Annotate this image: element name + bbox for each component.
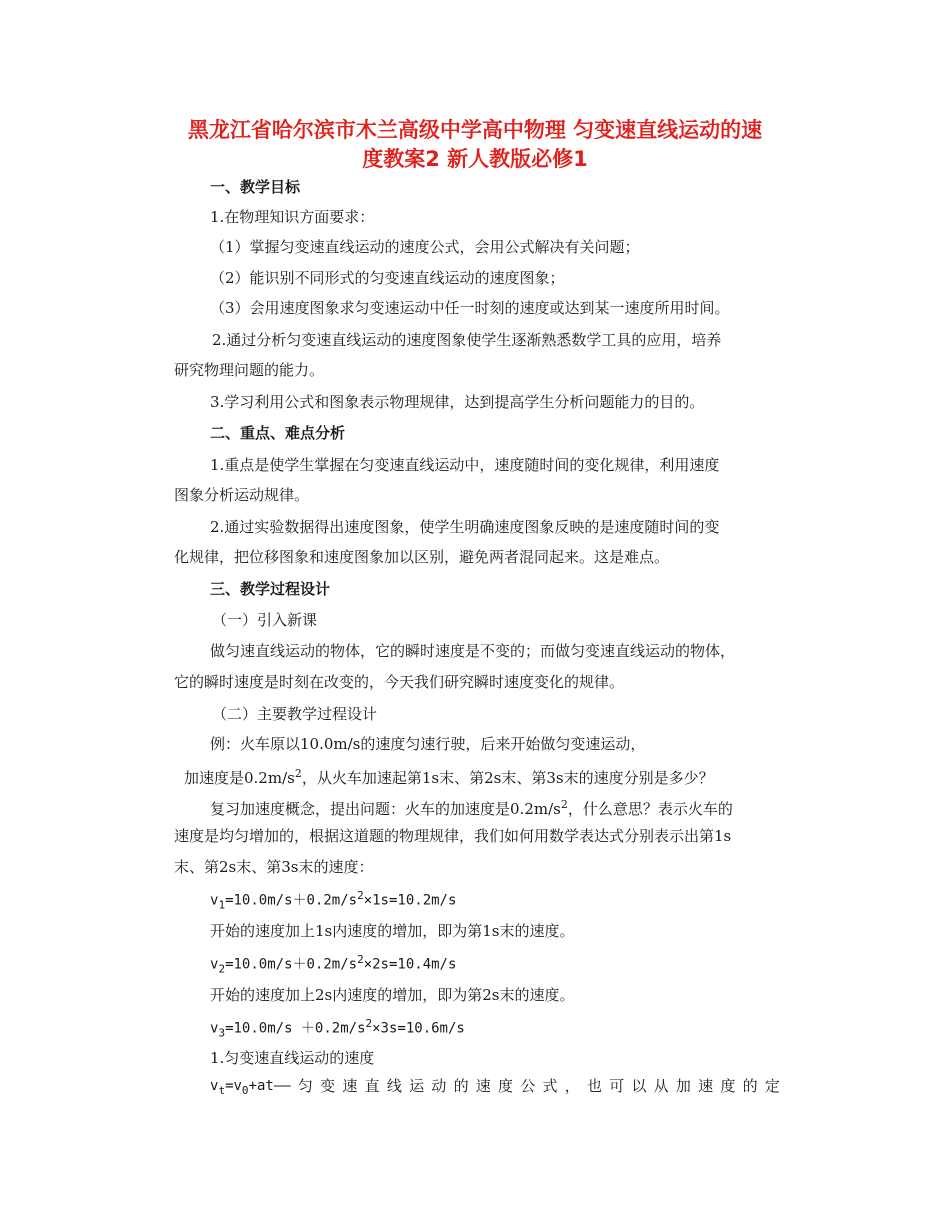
paragraph: 化规律，把位移图象和速度图象加以区别，避免两者混同起来。这是难点。: [174, 548, 670, 566]
section-heading-key-points: 二、重点、难点分析: [210, 424, 346, 442]
paragraph: 复习加速度概念，提出问题：火车的加速度是$0.2m/s^2$，什么意思？表示火车的: [210, 798, 733, 818]
paragraph: 1.在物理知识方面要求：: [210, 208, 375, 226]
paragraph: 速度是均匀增加的，根据这道题的物理规律，我们如何用数学表达式分别表示出第1s: [174, 827, 732, 845]
paragraph: 图象分析运动规律。: [174, 486, 310, 504]
document-title-line-2: 度教案2 新人教版必修1: [362, 147, 588, 171]
paragraph: 3.学习利用公式和图象表示物理规律，达到提高学生分析问题能力的目的。: [210, 393, 705, 411]
subsection-heading: （二）主要教学过程设计: [212, 705, 378, 723]
document-title-line-1: 黑龙江省哈尔滨市木兰高级中学高中物理 匀变速直线运动的速: [187, 118, 763, 142]
paragraph: 开始的速度加上2s内速度的增加，即为第2s末的速度。: [210, 986, 575, 1004]
paragraph: （3）会用速度图象求匀变速运动中任一时刻的速度或达到某一速度所用时间。: [210, 299, 730, 317]
paragraph: 2.通过实验数据得出速度图象，使学生明确速度图象反映的是速度随时间的变: [210, 518, 720, 536]
equation-v3: $v_3=10.0m/s +0.2m/s^2\times 3s=10.6m/s$: [210, 1017, 465, 1040]
equation-v2: $v_2=10.0m/s+0.2m/s^2\times 2s=10.4m/s$: [210, 953, 457, 976]
subsection-heading: （一）引入新课: [212, 611, 318, 629]
paragraph: 研究物理问题的能力。: [174, 361, 325, 379]
example-problem: 例：火车原以10.0m/s的速度匀速行驶，后来开始做匀变速运动，: [210, 735, 646, 753]
paragraph: （2）能识别不同形式的匀变速直线运动的速度图象；: [210, 269, 565, 287]
velocity-formula: $v_t=v_0+at——$: [210, 1078, 291, 1097]
paragraph: 做匀速直线运动的物体，它的瞬时速度是不变的；而做匀变速直线运动的物体，: [210, 642, 736, 660]
paragraph: 末、第2s末、第3s末的速度：: [174, 858, 374, 876]
example-problem: 加速度是$0.2m/s^2$，从火车加速起第1s末、第2s末、第3s末的速度分别是多少？: [184, 767, 714, 787]
section-heading-process: 三、教学过程设计: [210, 580, 331, 598]
paragraph: 它的瞬时速度是时刻在改变的，今天我们研究瞬时速度变化的规律。: [174, 673, 625, 691]
section-heading-velocity: 1.匀变速直线运动的速度: [210, 1049, 375, 1067]
paragraph: 1.重点是使学生掌握在匀变速直线运动中，速度随时间的变化规律，利用速度: [210, 456, 720, 474]
paragraph: 开始的速度加上1s内速度的增加，即为第1s末的速度。: [210, 922, 575, 940]
equation-v1: $v_1=10.0m/s+0.2m/s^2\times 1s=10.2m/s$: [210, 889, 457, 912]
paragraph: （1）掌握匀变速直线运动的速度公式，会用公式解决有关问题；: [210, 238, 640, 256]
paragraph: 2.通过分析匀变速直线运动的速度图象使学生逐渐熟悉数学工具的应用，培养: [212, 331, 722, 349]
velocity-formula-row: $v_t=v_0+at——$ 匀 变 速 直 线 运 动 的 速 度 公 式 ， 也 可 以 从 加 速 度 的 定: [210, 1076, 780, 1101]
section-heading-objectives: 一、教学目标: [210, 178, 301, 196]
velocity-formula-line: [210, 1076, 780, 1101]
